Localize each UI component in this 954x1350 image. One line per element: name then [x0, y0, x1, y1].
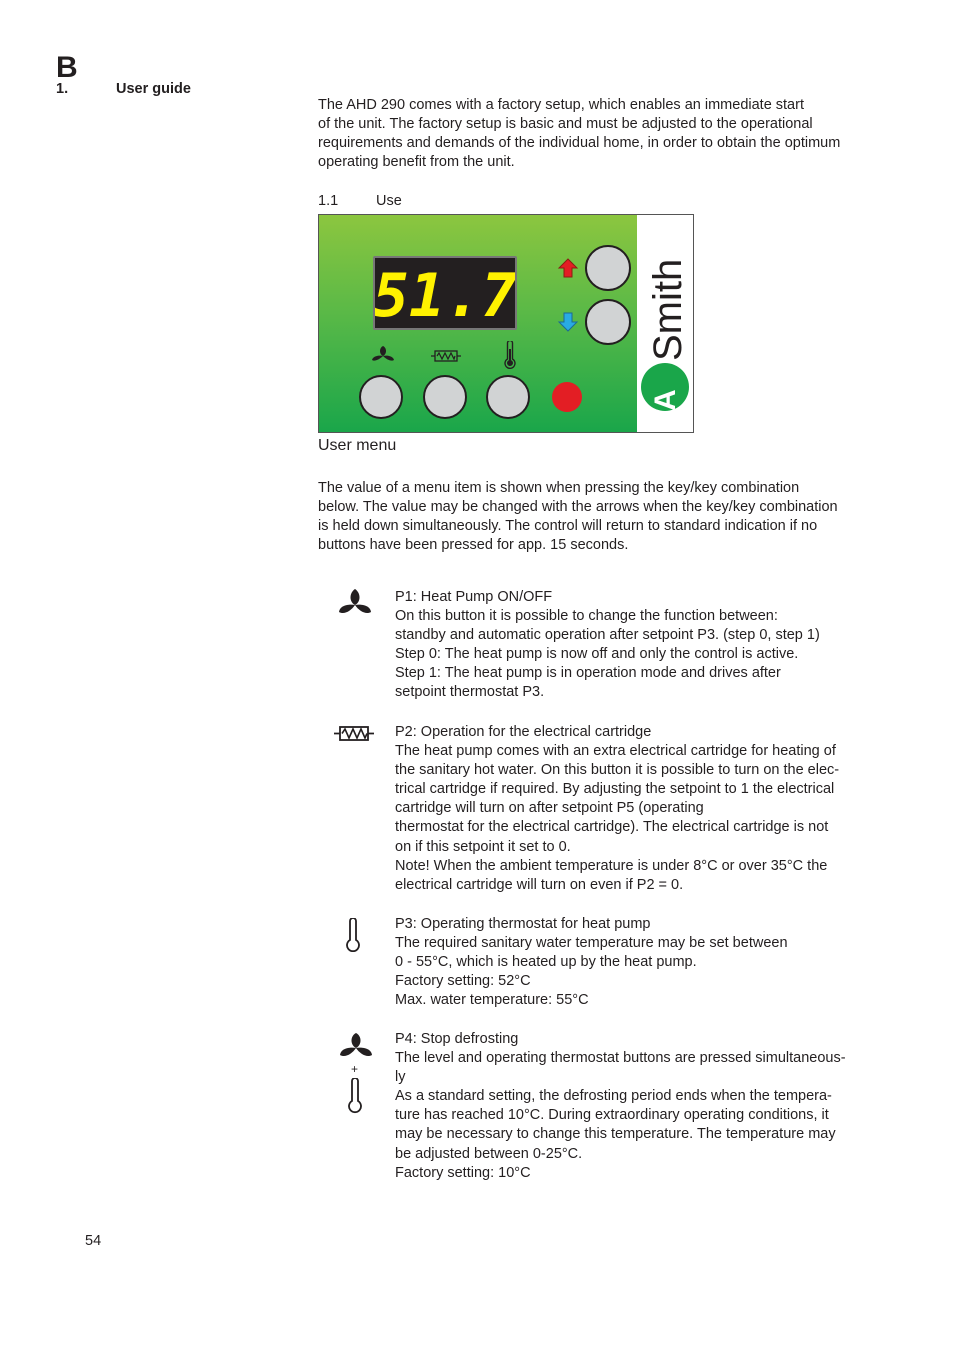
- entry-p4: [395, 1030, 897, 1183]
- status-led: [552, 382, 582, 412]
- fan-icon: [334, 588, 378, 624]
- p1-button[interactable]: [359, 375, 403, 419]
- entry-title: P2: Operation for the electrical cartridge: [395, 724, 652, 740]
- entry-line: setpoint thermostat P3.: [395, 684, 545, 701]
- menu-intro-line: below. The value may be changed with the arrows when the key/key combination: [318, 499, 838, 516]
- control-panel-illustration: [318, 214, 694, 433]
- entry-line: Note! When the ambient temperature is under 8°C or over 35°C the: [395, 857, 828, 874]
- entry-line: on if this setpoint it set to 0.: [395, 838, 571, 855]
- entry-line: Step 1: The heat pump is in operation mode and drives after: [395, 665, 781, 682]
- entry-title: P1: Heat Pump ON/OFF: [395, 589, 553, 605]
- arrow-down-icon: [557, 311, 579, 333]
- display-digits: [375, 258, 515, 328]
- section-number: 1.: [56, 81, 69, 97]
- intro-line: The AHD 290 comes with a factory setup, which enables an immediate start: [318, 97, 804, 113]
- page-number: 54: [85, 1233, 102, 1249]
- section-letter: B: [56, 51, 78, 84]
- menu-intro-paragraph: [318, 479, 898, 555]
- entry-line: ly: [395, 1069, 406, 1086]
- entry-line: On this button it is possible to change the function between:: [395, 608, 778, 625]
- logo-wordmark: Smith: [646, 258, 690, 361]
- section-title: User guide: [116, 81, 191, 97]
- entry-title: P4: Stop defrosting: [395, 1031, 519, 1047]
- display-value: 51.7: [375, 261, 515, 328]
- intro-line: of the unit. The factory setup is basic and must be adjusted to the operational: [318, 116, 813, 133]
- p2-button[interactable]: [423, 375, 467, 419]
- fan-icon: [371, 345, 395, 367]
- entry-line: The required sanitary water temperature may be set between: [395, 935, 788, 952]
- plus-sign: +: [351, 1062, 359, 1076]
- entry-line: be adjusted between 0-25°C.: [395, 1145, 583, 1162]
- entry-line: Factory setting: 10°C: [395, 1164, 531, 1181]
- entry-line: Step 0: The heat pump is now off and only the control is active.: [395, 646, 799, 663]
- entry-line: The level and operating thermostat buttons are pressed simultaneous-: [395, 1050, 846, 1067]
- intro-line: operating benefit from the unit.: [318, 154, 515, 171]
- entry-line: 0 - 55°C, which is heated up by the heat pump.: [395, 954, 697, 971]
- entry-line: The heat pump comes with an extra electrical cartridge for heating of: [395, 743, 836, 760]
- heating-element-icon: [431, 349, 461, 363]
- entry-line: Factory setting: 52°C: [395, 973, 531, 990]
- heating-element-icon: [334, 724, 378, 744]
- arrow-up-icon: [557, 257, 579, 279]
- entry-p1: [395, 588, 897, 703]
- menu-intro-line: The value of a menu item is shown when pressing the key/key combination: [318, 480, 800, 496]
- logo-letter-a: A: [649, 389, 682, 411]
- entry-line: standby and automatic operation after setpoint P3. (step 0, step 1): [395, 627, 820, 644]
- menu-intro-line: buttons have been pressed for app. 15 seconds.: [318, 537, 629, 554]
- entry-title: P3: Operating thermostat for heat pump: [395, 916, 651, 932]
- entry-line: electrical cartridge will turn on even if P2 = 0.: [395, 876, 684, 893]
- brand-logo: [637, 215, 693, 432]
- p3-button[interactable]: [486, 375, 530, 419]
- down-button[interactable]: [585, 299, 631, 345]
- entry-line: the sanitary hot water. On this button it is possible to turn on the elec-: [395, 762, 840, 779]
- up-button[interactable]: [585, 245, 631, 291]
- subsection-number: 1.1: [318, 193, 339, 209]
- entry-p2: [395, 723, 897, 895]
- thermometer-icon: [334, 1078, 378, 1114]
- entry-line: Max. water temperature: 55°C: [395, 992, 589, 1009]
- thermometer-icon: [334, 918, 378, 952]
- intro-paragraph: [318, 96, 898, 172]
- panel-caption: User menu: [318, 437, 397, 454]
- intro-line: requirements and demands of the individual home, in order to obtain the optimum: [318, 135, 841, 152]
- display-screen: [373, 256, 517, 330]
- entry-line: trical cartridge if required. By adjusting the setpoint to 1 the electrical: [395, 781, 835, 798]
- entry-line: ture has reached 10°C. During extraordinary operating conditions, it: [395, 1107, 829, 1124]
- entry-p3: [395, 915, 897, 1010]
- subsection-title: Use: [376, 193, 402, 209]
- menu-intro-line: is held down simultaneously. The control will return to standard indication if no: [318, 518, 818, 535]
- entry-line: thermostat for the electrical cartridge). The electrical cartridge is not: [395, 819, 829, 836]
- entry-line: As a standard setting, the defrosting period ends when the tempera-: [395, 1088, 832, 1105]
- fan-icon: [334, 1032, 378, 1064]
- thermometer-icon: [503, 341, 517, 369]
- entry-line: cartridge will turn on after setpoint P5 (operating: [395, 800, 704, 817]
- entry-line: may be necessary to change this temperature. The temperature may: [395, 1126, 836, 1143]
